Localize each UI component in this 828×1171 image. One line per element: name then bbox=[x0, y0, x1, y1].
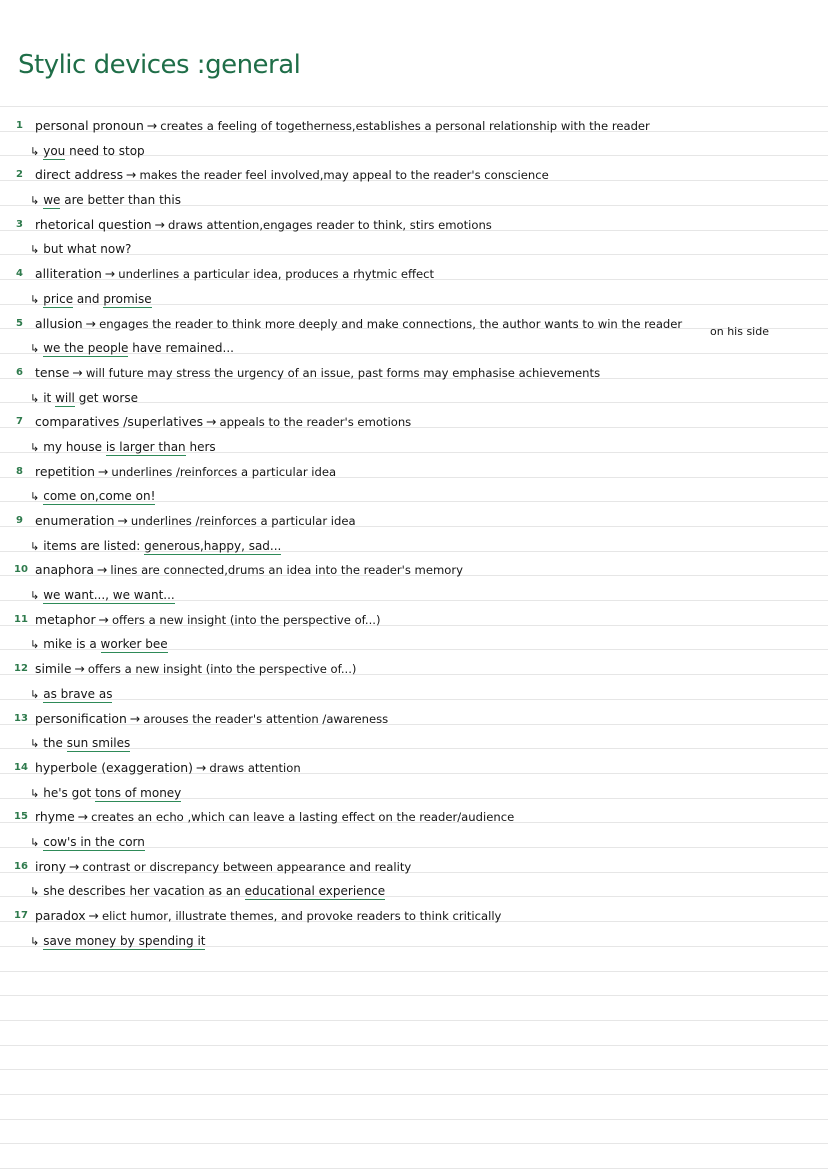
example-line bbox=[0, 929, 828, 954]
example-line bbox=[0, 386, 828, 411]
device-entry bbox=[0, 213, 828, 262]
example-arrow-icon: ↳ bbox=[30, 539, 40, 553]
device-number: 3 bbox=[16, 218, 23, 230]
device-term: personal pronoun bbox=[35, 118, 144, 133]
device-line bbox=[0, 460, 828, 485]
device-example bbox=[30, 583, 175, 609]
device-line bbox=[0, 657, 828, 682]
device-entry bbox=[0, 855, 828, 904]
example-line bbox=[0, 830, 828, 855]
device-entry bbox=[0, 805, 828, 854]
example-arrow-icon: ↳ bbox=[30, 342, 40, 356]
device-number: 10 bbox=[14, 564, 28, 576]
device-entry bbox=[0, 608, 828, 657]
device-line bbox=[0, 756, 828, 781]
example-highlight: educational experience bbox=[244, 884, 386, 899]
device-line bbox=[0, 213, 828, 238]
device-effect: offers a new insight (into the perspective of...) bbox=[111, 612, 381, 627]
ruled-line bbox=[0, 106, 828, 107]
device-example bbox=[30, 435, 216, 461]
device-line bbox=[0, 114, 828, 139]
example-line bbox=[0, 435, 828, 460]
example-arrow-icon: ↳ bbox=[30, 934, 40, 948]
device-line bbox=[0, 558, 828, 583]
device-effect: appeals to the reader's emotions bbox=[219, 415, 412, 430]
example-text: the bbox=[43, 736, 67, 751]
device-entry bbox=[0, 262, 828, 311]
example-arrow-icon: ↳ bbox=[30, 292, 40, 306]
device-example bbox=[30, 287, 152, 313]
device-entry bbox=[0, 904, 828, 953]
arrow-icon: → bbox=[85, 315, 97, 331]
device-example bbox=[30, 237, 131, 263]
device-entry bbox=[0, 657, 828, 706]
example-arrow-icon: ↳ bbox=[30, 490, 40, 504]
device-entry bbox=[0, 361, 828, 410]
example-highlight: generous,happy, sad... bbox=[144, 538, 282, 553]
page-title: Stylic devices :general bbox=[18, 50, 301, 80]
device-content bbox=[35, 707, 388, 732]
example-highlight: save money by spending it bbox=[43, 933, 206, 948]
example-line bbox=[0, 781, 828, 806]
ruled-line bbox=[0, 1020, 828, 1021]
example-text: hers bbox=[185, 439, 216, 454]
device-number: 13 bbox=[14, 712, 28, 724]
example-highlight: we want..., we want... bbox=[43, 588, 175, 603]
arrow-icon: → bbox=[97, 562, 108, 578]
example-highlight: tons of money bbox=[95, 785, 182, 800]
device-entry bbox=[0, 756, 828, 805]
arrow-icon: → bbox=[88, 908, 99, 923]
example-highlight: price bbox=[43, 291, 74, 306]
device-term: direct address bbox=[35, 167, 124, 183]
example-arrow-icon: ↳ bbox=[30, 687, 40, 701]
example-highlight: will bbox=[55, 390, 75, 405]
device-example bbox=[30, 336, 234, 362]
arrow-icon: → bbox=[74, 661, 85, 677]
arrow-icon: → bbox=[69, 858, 80, 874]
device-term: alliteration bbox=[35, 266, 102, 282]
device-entry bbox=[0, 114, 828, 163]
arrow-icon: → bbox=[146, 118, 158, 133]
example-highlight: we bbox=[43, 193, 61, 208]
arrow-icon: → bbox=[72, 364, 83, 380]
example-line bbox=[0, 583, 828, 608]
device-term: rhyme bbox=[35, 809, 75, 825]
device-line bbox=[0, 410, 828, 435]
device-term: allusion bbox=[35, 315, 83, 331]
device-term: anaphora bbox=[35, 562, 95, 578]
device-effect: underlines /reinforces a particular idea bbox=[130, 514, 356, 528]
device-effect: makes the reader feel involved,may appeal to the reader's conscience bbox=[139, 168, 549, 183]
device-line bbox=[0, 163, 828, 188]
ruled-line bbox=[0, 995, 828, 996]
example-line bbox=[0, 632, 828, 657]
arrow-icon: → bbox=[97, 463, 109, 479]
ruled-line bbox=[0, 1143, 828, 1144]
device-term: simile bbox=[35, 661, 72, 677]
device-content bbox=[35, 312, 682, 337]
example-arrow-icon: ↳ bbox=[30, 885, 40, 899]
device-number: 17 bbox=[14, 910, 28, 921]
device-content bbox=[35, 855, 411, 880]
example-text: my house bbox=[43, 439, 106, 454]
ruled-line bbox=[0, 1168, 828, 1169]
device-content bbox=[35, 805, 514, 830]
arrow-icon: → bbox=[126, 167, 137, 183]
device-term: hyperbole (exaggeration) bbox=[35, 759, 193, 775]
device-effect: will future may stress the urgency of an issue, past forms may emphasise achievements bbox=[85, 365, 601, 380]
device-content bbox=[35, 163, 549, 188]
device-number: 5 bbox=[16, 317, 23, 329]
example-arrow-icon: ↳ bbox=[30, 194, 40, 208]
device-line bbox=[0, 707, 828, 732]
device-number: 1 bbox=[16, 120, 23, 131]
example-arrow-icon: ↳ bbox=[30, 835, 40, 849]
device-number: 4 bbox=[16, 268, 23, 280]
arrow-icon: → bbox=[77, 809, 89, 825]
device-term: personification bbox=[35, 710, 127, 726]
example-highlight: cow's in the corn bbox=[43, 834, 145, 849]
example-line bbox=[0, 682, 828, 707]
arrow-icon: → bbox=[98, 611, 109, 627]
device-example bbox=[30, 139, 145, 165]
device-effect: offers a new insight (into the perspective of...) bbox=[87, 662, 357, 677]
device-entry bbox=[0, 312, 828, 361]
device-term: comparatives /superlatives bbox=[35, 414, 204, 430]
ruled-line bbox=[0, 1045, 828, 1046]
example-text: have remained... bbox=[128, 341, 234, 356]
device-example bbox=[30, 731, 130, 757]
device-number: 8 bbox=[16, 465, 23, 477]
device-example bbox=[30, 830, 145, 856]
device-effect: underlines /reinforces a particular idea bbox=[111, 464, 337, 479]
device-term: rhetorical question bbox=[35, 216, 152, 232]
arrow-icon: → bbox=[129, 710, 141, 726]
example-text: he's got bbox=[43, 785, 96, 800]
device-number: 9 bbox=[16, 515, 23, 526]
device-term: metaphor bbox=[35, 611, 96, 627]
arrow-icon: → bbox=[196, 759, 207, 775]
example-line bbox=[0, 534, 828, 559]
device-term: paradox bbox=[35, 908, 86, 923]
example-highlight: as brave as bbox=[43, 686, 113, 701]
example-text: she describes her vacation as an bbox=[43, 884, 245, 899]
device-list bbox=[0, 114, 828, 953]
example-highlight: come on,come on! bbox=[43, 489, 156, 504]
example-arrow-icon: ↳ bbox=[30, 737, 40, 751]
device-effect: draws attention,engages reader to think, stirs emotions bbox=[168, 217, 492, 232]
example-highlight: sun smiles bbox=[66, 736, 131, 751]
example-arrow-icon: ↳ bbox=[30, 589, 40, 603]
example-arrow-icon: ↳ bbox=[30, 243, 40, 257]
device-content bbox=[35, 262, 434, 287]
device-effect: lines are connected,drums an idea into the reader's memory bbox=[110, 563, 464, 578]
example-line bbox=[0, 188, 828, 213]
device-effect: creates a feeling of togetherness,establishes a personal relationship with the reader bbox=[160, 119, 650, 133]
device-number: 6 bbox=[16, 366, 23, 378]
arrow-icon: → bbox=[206, 414, 217, 430]
device-line bbox=[0, 904, 828, 929]
device-content bbox=[35, 213, 492, 238]
example-highlight: promise bbox=[103, 291, 152, 306]
device-entry bbox=[0, 509, 828, 558]
example-highlight: is larger than bbox=[105, 439, 186, 454]
ruled-line bbox=[0, 1069, 828, 1070]
example-text: items are listed: bbox=[43, 538, 145, 553]
device-content bbox=[35, 558, 463, 583]
device-effect: arouses the reader's attention /awareness bbox=[143, 711, 389, 726]
device-example bbox=[30, 682, 112, 708]
example-arrow-icon: ↳ bbox=[30, 440, 40, 454]
device-entry bbox=[0, 163, 828, 212]
example-arrow-icon: ↳ bbox=[30, 144, 40, 158]
example-line bbox=[0, 139, 828, 164]
example-text: mike is a bbox=[43, 637, 101, 652]
device-example bbox=[30, 484, 155, 510]
device-effect: contrast or discrepancy between appearance and reality bbox=[82, 859, 412, 874]
arrow-icon: → bbox=[154, 216, 166, 232]
device-line bbox=[0, 855, 828, 880]
device-content bbox=[35, 361, 600, 386]
device-number: 14 bbox=[14, 761, 28, 773]
example-line bbox=[0, 484, 828, 509]
device-line bbox=[0, 361, 828, 386]
example-text: and bbox=[73, 291, 104, 306]
device-number: 7 bbox=[16, 416, 23, 428]
device-line bbox=[0, 312, 828, 337]
example-line bbox=[0, 237, 828, 262]
device-effect: underlines a particular idea, produces a rhytmic effect bbox=[118, 267, 435, 282]
example-text: get worse bbox=[74, 390, 138, 405]
effect-continuation: on his side bbox=[710, 324, 769, 338]
device-effect: draws attention bbox=[209, 760, 301, 775]
device-example bbox=[30, 534, 281, 560]
device-entry bbox=[0, 460, 828, 509]
device-effect: engages the reader to think more deeply and make connections, the author wants to win the reader bbox=[99, 316, 683, 331]
ruled-line bbox=[0, 971, 828, 972]
device-example bbox=[30, 879, 385, 905]
device-line bbox=[0, 608, 828, 633]
example-line bbox=[0, 879, 828, 904]
device-number: 11 bbox=[14, 613, 28, 625]
example-arrow-icon: ↳ bbox=[30, 638, 40, 652]
example-highlight: you bbox=[43, 143, 66, 158]
device-content bbox=[35, 509, 356, 534]
device-line bbox=[0, 509, 828, 534]
device-content bbox=[35, 114, 650, 139]
device-example bbox=[30, 632, 168, 658]
device-example bbox=[30, 188, 181, 214]
device-content bbox=[35, 756, 301, 781]
device-content bbox=[35, 904, 501, 929]
device-effect: elict humor, illustrate themes, and provoke readers to think critically bbox=[101, 909, 502, 923]
device-line bbox=[0, 805, 828, 830]
device-content bbox=[35, 410, 411, 435]
example-text: need to stop bbox=[65, 143, 145, 158]
device-term: enumeration bbox=[35, 513, 115, 528]
example-line bbox=[0, 336, 828, 361]
example-line bbox=[0, 287, 828, 312]
device-term: irony bbox=[35, 858, 67, 874]
example-arrow-icon: ↳ bbox=[30, 391, 40, 405]
example-arrow-icon: ↳ bbox=[30, 786, 40, 800]
device-example bbox=[30, 386, 138, 412]
device-number: 2 bbox=[16, 169, 23, 181]
device-content bbox=[35, 657, 356, 682]
example-line bbox=[0, 731, 828, 756]
device-entry bbox=[0, 707, 828, 756]
device-content bbox=[35, 608, 381, 633]
device-term: tense bbox=[35, 364, 70, 380]
device-example bbox=[30, 929, 205, 955]
device-entry bbox=[0, 410, 828, 459]
example-text: are better than this bbox=[60, 193, 181, 208]
device-line bbox=[0, 262, 828, 287]
arrow-icon: → bbox=[104, 266, 116, 282]
device-content bbox=[35, 460, 336, 485]
example-text: but what now? bbox=[43, 242, 132, 257]
device-number: 15 bbox=[14, 811, 28, 823]
device-number: 12 bbox=[14, 663, 28, 675]
device-number: 16 bbox=[14, 860, 28, 872]
device-effect: creates an echo ,which can leave a lasting effect on the reader/audience bbox=[91, 810, 515, 825]
device-term: repetition bbox=[35, 463, 95, 479]
device-entry bbox=[0, 558, 828, 607]
ruled-line bbox=[0, 1119, 828, 1120]
example-text: it bbox=[43, 390, 56, 405]
ruled-line bbox=[0, 1094, 828, 1095]
example-highlight: we the people bbox=[43, 341, 129, 356]
example-highlight: worker bee bbox=[100, 637, 168, 652]
device-example bbox=[30, 781, 181, 807]
arrow-icon: → bbox=[117, 513, 128, 528]
